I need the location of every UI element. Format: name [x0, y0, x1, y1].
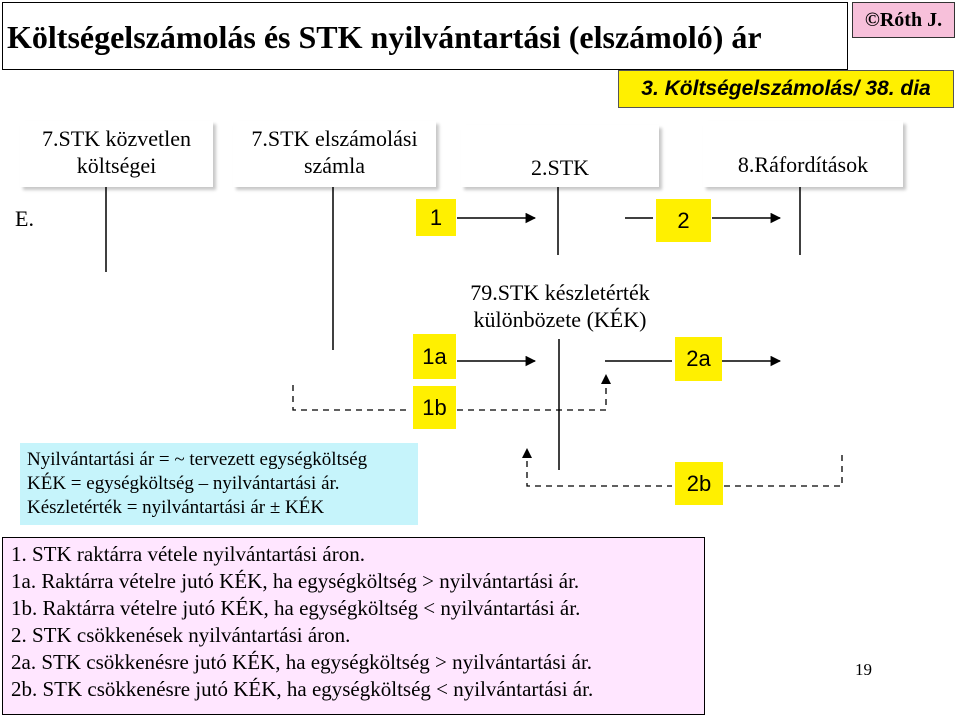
account-stk-settlement-label: 7.STK elszámolási számla [251, 126, 418, 178]
legend-item: 2. STK csökkenések nyilvántartási áron. [11, 623, 351, 647]
step-legend [2, 537, 705, 715]
e-label: E. [9, 199, 99, 235]
note-line-2: KÉK = egységköltség – nyilvántartási ár. [27, 473, 340, 494]
legend-item: 1b. Raktárra vételre jutó KÉK, ha egységköltség < nyilvántartási ár. [11, 596, 581, 620]
legend-item: 2a. STK csökkenésre jutó KÉK, ha egységköltség > nyilvántartási ár. [11, 650, 593, 674]
step-1a-badge: 1a [413, 334, 456, 379]
account-inventory-difference-label: 79.STK készletérték különbözete (KÉK) [470, 280, 650, 332]
slide-reference: 3. Költségelszámolás/ 38. dia [618, 70, 954, 108]
account-expenses-label: 8.Ráfordítások [737, 152, 869, 177]
step-2-badge: 2 [656, 199, 711, 242]
slide-title: Költségelszámolás és STK nyilvántartási (elszámoló) ár [2, 2, 848, 70]
note-line-3: Készletérték = nyilvántartási ár ± KÉK [27, 497, 325, 518]
step-1-badge: 1 [416, 199, 456, 236]
account-stk-label: 2.STK [530, 155, 590, 180]
account-stk-direct-costs-label: 7.STK közvetlen költségei [41, 126, 192, 178]
definition-note [20, 443, 418, 525]
note-line-1: Nyilvántartási ár = ~ tervezett egységköltség [27, 449, 368, 470]
legend-item: 1. STK raktárra vétele nyilvántartási áron. [11, 542, 365, 566]
step-1b-badge: 1b [413, 386, 456, 429]
author-badge: ©Róth J. [852, 2, 955, 38]
step-2a-badge: 2a [675, 337, 722, 381]
legend-item: 1a. Raktárra vételre jutó KÉK, ha egységköltség > nyilvántartási ár. [11, 569, 580, 593]
legend-item: 2b. STK csökkenésre jutó KÉK, ha egységköltség < nyilvántartási ár. [11, 677, 594, 701]
page-number: 19 [855, 660, 872, 679]
step-2b-badge: 2b [675, 462, 723, 505]
